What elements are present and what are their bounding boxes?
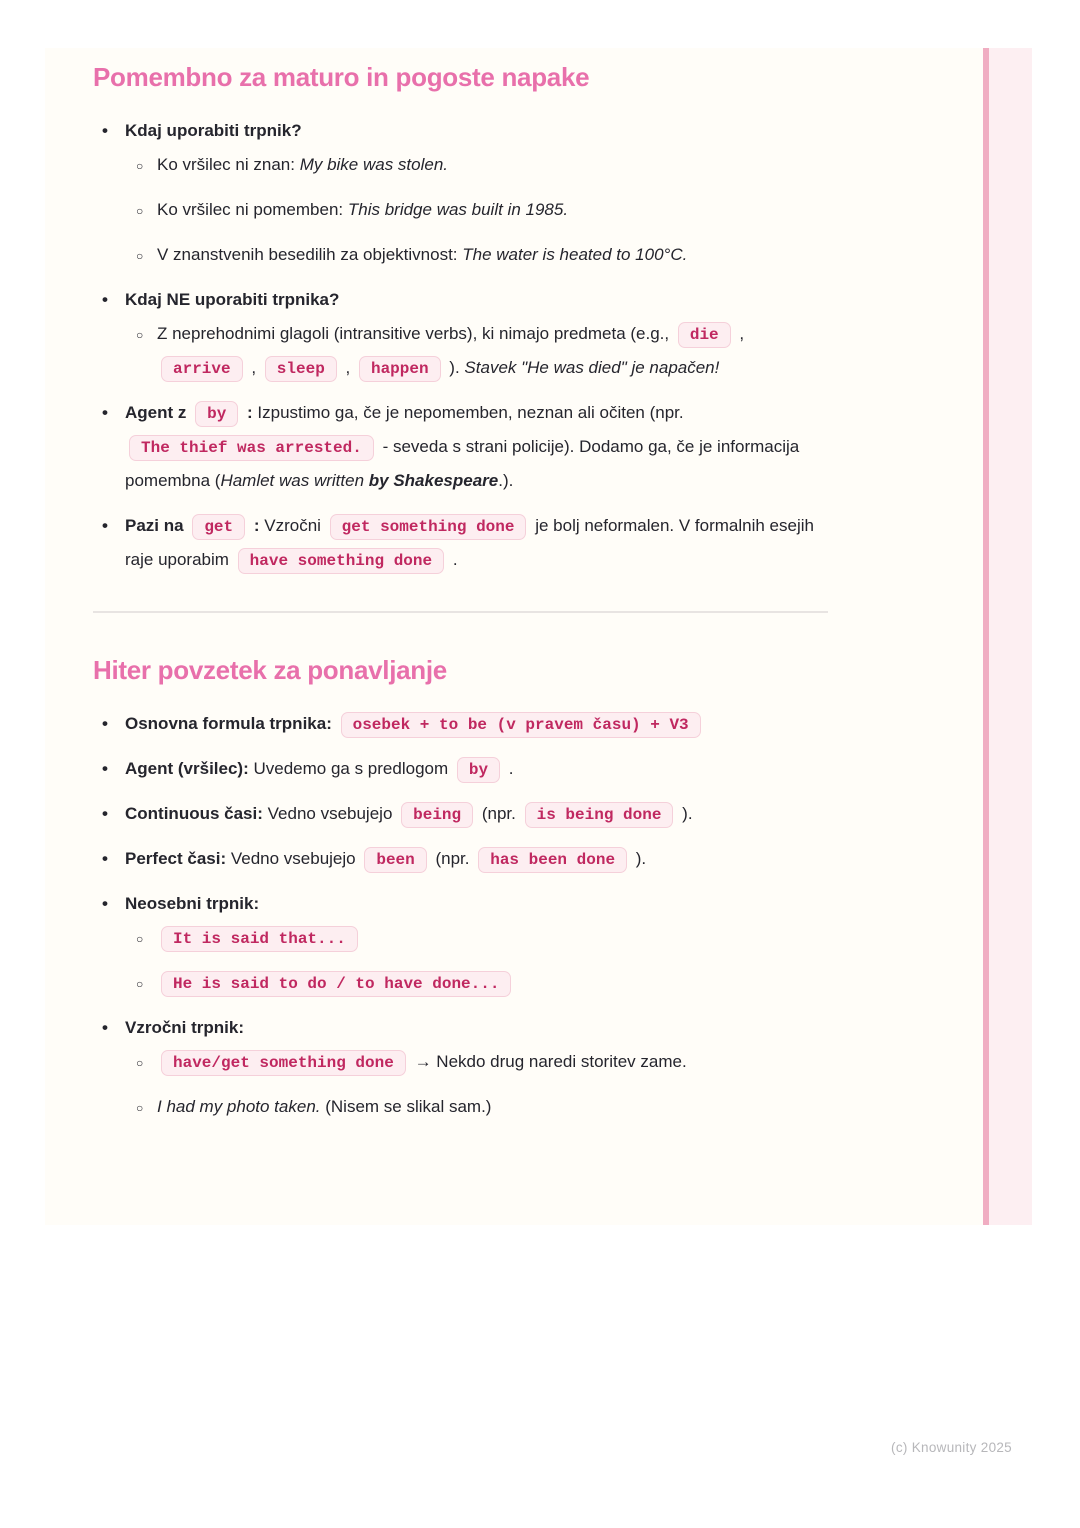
code-chip: die xyxy=(678,322,731,348)
list-item xyxy=(93,797,828,831)
code-chip: It is said that... xyxy=(161,926,358,952)
bullet-marker: • xyxy=(102,516,108,535)
text-run: Pazi na xyxy=(125,516,189,535)
text-run: , xyxy=(340,358,355,377)
text-run: Hamlet was written xyxy=(220,471,369,490)
sub-bullet-list xyxy=(125,921,828,1000)
text-run: .). xyxy=(498,471,514,490)
text-run: , xyxy=(734,324,745,343)
text-run: , xyxy=(246,358,261,377)
text-run: Osnovna formula trpnika: xyxy=(125,714,337,733)
code-chip: being xyxy=(401,802,473,828)
code-chip: sleep xyxy=(265,356,337,382)
sub-list-item xyxy=(125,921,828,955)
text-run: (Nisem se slikal sam.) xyxy=(320,1097,492,1116)
text-run: ). xyxy=(444,358,465,377)
code-chip: arrive xyxy=(161,356,243,382)
list-item xyxy=(93,509,828,577)
text-run: : xyxy=(242,403,253,422)
bullet-marker: • xyxy=(102,403,108,422)
text-run: V znanstvenih besedilih za objektivnost: xyxy=(157,245,463,264)
list-item xyxy=(93,752,828,786)
text-run: ). xyxy=(631,849,647,868)
list-item xyxy=(93,842,828,876)
sub-list-item xyxy=(125,238,828,272)
circle-marker: ○ xyxy=(136,159,144,173)
text-run: - seveda s strani policije). Dodamo ga, če je informacija pomembna ( xyxy=(125,437,800,490)
bullet-marker: • xyxy=(102,759,108,778)
text-run: Ko vršilec ni pomemben: xyxy=(157,200,348,219)
sub-list-item xyxy=(125,148,828,182)
text-run: Vedno vsebujejo xyxy=(226,849,361,868)
section-divider xyxy=(93,611,828,613)
list-item xyxy=(93,283,828,385)
code-chip: get something done xyxy=(330,514,527,540)
list-item xyxy=(93,396,828,498)
bullet-marker: • xyxy=(102,804,108,823)
list-item xyxy=(93,707,828,741)
section-title: Hiter povzetek za ponavljanje xyxy=(93,655,447,685)
code-chip: by xyxy=(457,757,500,783)
circle-marker: ○ xyxy=(136,977,144,991)
text-run: . xyxy=(504,759,514,778)
text-run: Vzročni xyxy=(259,516,326,535)
bullet-marker: • xyxy=(102,714,108,733)
bullet-marker: • xyxy=(102,290,108,309)
code-chip: been xyxy=(364,847,426,873)
circle-marker: ○ xyxy=(136,204,144,218)
bullet-marker: • xyxy=(102,849,108,868)
circle-marker: ○ xyxy=(136,249,144,263)
sub-list-item xyxy=(125,1045,828,1079)
code-chip: get xyxy=(192,514,245,540)
copyright-text: (c) Knowunity 2025 xyxy=(891,1440,1012,1455)
sub-bullet-list xyxy=(125,1045,828,1124)
text-run: Agent (vršilec): xyxy=(125,759,249,778)
text-run: Continuous časi: xyxy=(125,804,263,823)
code-chip: osebek + to be (v pravem času) + V3 xyxy=(341,712,701,738)
text-run: . xyxy=(448,550,458,569)
text-run: The water is heated to 100°C. xyxy=(462,245,688,264)
text-run: Kdaj uporabiti trpnik? xyxy=(125,121,302,140)
circle-marker: ○ xyxy=(136,932,144,946)
bullet-list xyxy=(93,707,828,1124)
code-chip: has been done xyxy=(478,847,627,873)
code-chip: have something done xyxy=(238,548,444,574)
sub-list-item xyxy=(125,966,828,1000)
text-run: Vedno vsebujejo xyxy=(262,804,398,823)
text-run: je bolj neformalen. V formalnih esejih raje uporabim xyxy=(125,516,814,569)
sub-list-item xyxy=(125,1090,828,1124)
code-chip: have/get something done xyxy=(161,1050,406,1076)
text-run: Agent z xyxy=(125,403,192,422)
bullet-marker: • xyxy=(102,1018,108,1037)
text-run: (npr. xyxy=(477,804,521,823)
bullet-marker: • xyxy=(102,121,108,140)
text-run: Perfect časi: xyxy=(125,849,227,868)
text-run: I had my photo taken. xyxy=(157,1097,321,1116)
circle-marker: ○ xyxy=(136,1056,144,1070)
text-run: Z neprehodnimi glagoli (intransitive verbs), ki nimajo predmeta (e.g., xyxy=(157,324,674,343)
code-chip: is being done xyxy=(525,802,674,828)
text-run: : xyxy=(249,516,260,535)
text-run: My bike was stolen. xyxy=(299,155,449,174)
text-run: Uvedemo ga s predlogom xyxy=(248,759,453,778)
list-item xyxy=(93,1011,828,1124)
sections-host xyxy=(93,60,828,1124)
text-run: ). xyxy=(677,804,693,823)
sub-list-item xyxy=(125,317,828,385)
code-chip: He is said to do / to have done... xyxy=(161,971,511,997)
text-run: Neosebni trpnik: xyxy=(125,894,260,913)
sub-bullet-list xyxy=(125,148,828,272)
text-run: → Nekdo drug naredi storitev zame. xyxy=(409,1052,687,1071)
code-chip: happen xyxy=(359,356,441,382)
code-chip: by xyxy=(195,401,238,427)
section-title: Pomembno za maturo in pogoste napake xyxy=(93,62,590,92)
accent-strip xyxy=(983,48,1032,1225)
text-run: Izpustimo ga, če je nepomemben, neznan ali očiten (npr. xyxy=(252,403,684,422)
text-run: Kdaj NE uporabiti trpnika? xyxy=(125,290,340,309)
list-item xyxy=(93,114,828,272)
circle-marker: ○ xyxy=(136,1101,144,1115)
text-run: Vzročni trpnik: xyxy=(125,1018,245,1037)
list-item xyxy=(93,887,828,1000)
code-chip: The thief was arrested. xyxy=(129,435,374,461)
text-run: (npr. xyxy=(430,849,475,868)
text-run: This bridge was built in 1985. xyxy=(347,200,569,219)
text-run: by Shakespeare xyxy=(368,471,499,490)
sub-bullet-list xyxy=(125,317,828,385)
notes-card xyxy=(45,48,1032,1225)
circle-marker: ○ xyxy=(136,328,144,342)
sub-list-item xyxy=(125,193,828,227)
bullet-marker: • xyxy=(102,894,108,913)
bullet-list xyxy=(93,114,828,577)
text-run: Ko vršilec ni znan: xyxy=(157,155,300,174)
notes-content xyxy=(93,56,828,1135)
text-run: Stavek "He was died" je napačen! xyxy=(464,358,720,377)
